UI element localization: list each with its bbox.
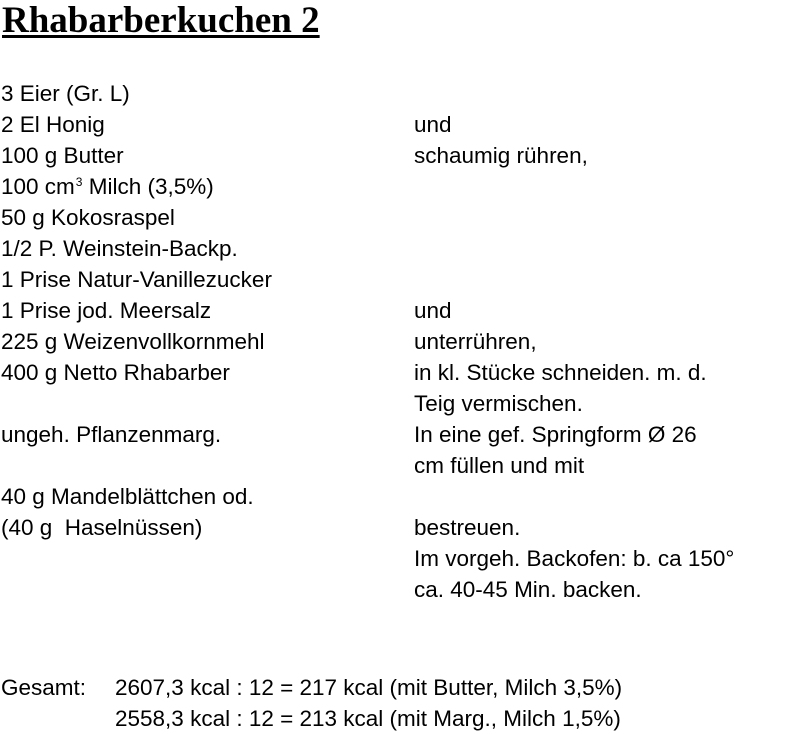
- recipe-row: [1, 543, 801, 574]
- ingredient: 100 g Butter: [1, 143, 124, 168]
- ingredient: 2 El Honig: [1, 112, 105, 137]
- calorie-line-butter: 2607,3 kcal : 12 = 217 kcal (mit Butter, Milch 3,5%): [115, 675, 623, 700]
- instruction: Im vorgeh. Backofen: b. ca 150°: [414, 546, 735, 571]
- recipe-row: [1, 388, 801, 419]
- ingredient: 40 g Mandelblättchen od.: [1, 484, 254, 509]
- recipe-row: [1, 78, 801, 109]
- calorie-line-margarine: 2558,3 kcal : 12 = 213 kcal (mit Marg., Milch 1,5%): [115, 706, 621, 731]
- recipe-row: [1, 171, 801, 202]
- recipe-row: [1, 202, 801, 233]
- recipe-title: Rhabarberkuchen 2: [2, 0, 320, 41]
- recipe-row: [1, 233, 801, 264]
- ingredient: (40 g Haselnüssen): [1, 515, 203, 540]
- recipe-row: [1, 109, 801, 140]
- recipe-row: [1, 357, 801, 388]
- instruction: schaumig rühren,: [414, 143, 588, 168]
- instruction: cm füllen und mit: [414, 453, 585, 478]
- instruction: in kl. Stücke schneiden. m. d.: [414, 360, 707, 385]
- instruction: In eine gef. Springform Ø 26: [414, 422, 697, 447]
- recipe-row: [1, 574, 801, 605]
- instruction: ca. 40-45 Min. backen.: [414, 577, 642, 602]
- ingredient: 1 Prise jod. Meersalz: [1, 298, 212, 323]
- recipe-row: [1, 481, 801, 512]
- total-label: Gesamt:: [1, 675, 87, 700]
- ingredient: 225 g Weizenvollkornmehl: [1, 329, 265, 354]
- instruction: und: [414, 298, 452, 323]
- cubic-superscript: 3: [75, 175, 83, 189]
- ingredient: 50 g Kokosraspel: [1, 205, 175, 230]
- ingredient: 1/2 P. Weinstein-Backp.: [1, 236, 238, 261]
- recipe-body: [1, 78, 801, 605]
- ingredient-amount: 100 cm: [1, 174, 75, 199]
- ingredient: ungeh. Pflanzenmarg.: [1, 422, 222, 447]
- instruction: und: [414, 112, 452, 137]
- instruction: Teig vermischen.: [414, 391, 583, 416]
- recipe-row: [1, 295, 801, 326]
- ingredient: 3 Eier (Gr. L): [1, 81, 130, 106]
- ingredient: 1 Prise Natur-Vanillezucker: [1, 267, 272, 292]
- ingredient-name: Milch (3,5%): [82, 174, 214, 199]
- ingredient: 400 g Netto Rhabarber: [1, 360, 230, 385]
- recipe-row: [1, 264, 801, 295]
- recipe-row: [1, 326, 801, 357]
- recipe-row: [1, 450, 801, 481]
- ingredient: [1, 171, 214, 202]
- instruction: bestreuen.: [414, 515, 521, 540]
- recipe-row: [1, 140, 801, 171]
- instruction: unterrühren,: [414, 329, 537, 354]
- recipe-row: [1, 419, 801, 450]
- recipe-row: [1, 512, 801, 543]
